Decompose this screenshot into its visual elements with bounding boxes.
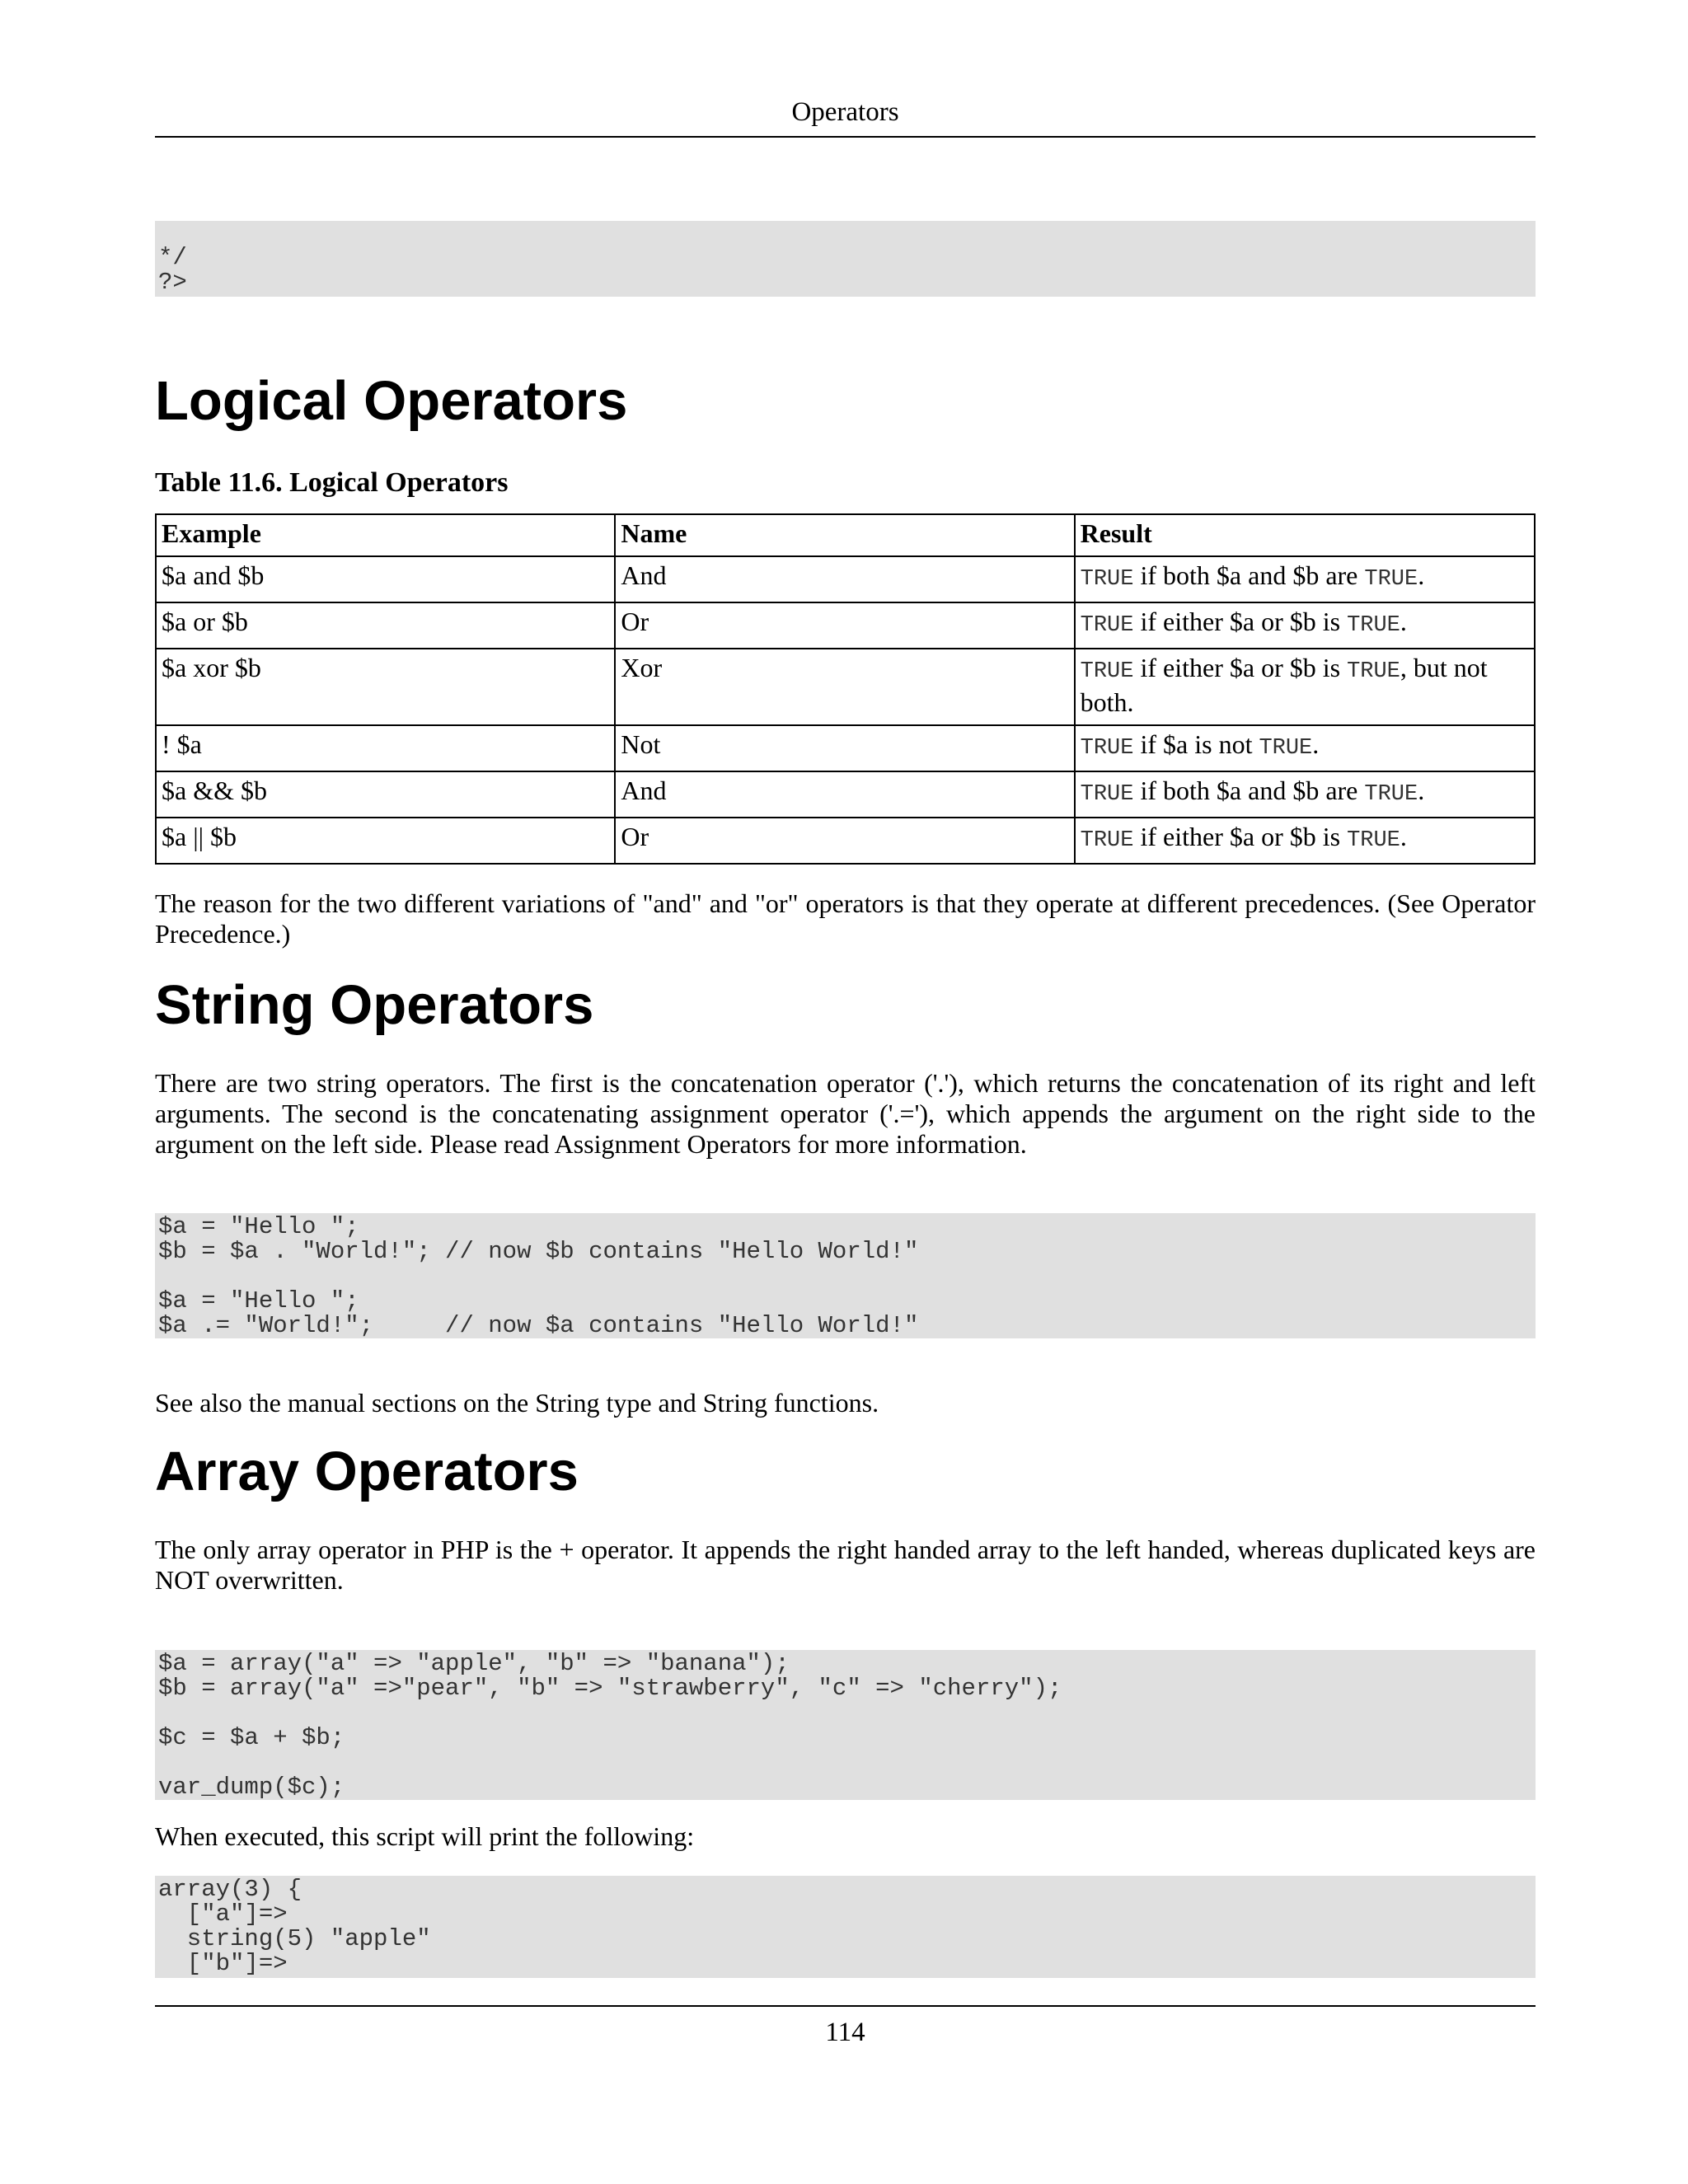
cell-result <box>1075 649 1535 725</box>
section-heading-array: Array Operators <box>155 1441 579 1502</box>
section-heading-logical: Logical Operators <box>155 370 628 432</box>
result-text: if both $a and $b are <box>1133 776 1365 805</box>
literal-true: TRUE <box>1347 828 1400 853</box>
code-block-top: */ ?> <box>155 221 1536 297</box>
array-intro: The only array operator in PHP is the + operator. It appends the right handed array to the left handed, whereas duplicated keys are NOT overwritten. <box>155 1535 1536 1595</box>
cell-name: And <box>615 771 1074 818</box>
literal-true: TRUE <box>1080 782 1134 807</box>
cell-result <box>1075 602 1535 649</box>
literal-true: TRUE <box>1347 659 1400 684</box>
precedence-note: The reason for the two different variations of "and" and "or" operators is that they operate at different precedences. (See Operator Precedence.) <box>155 888 1536 949</box>
string-intro: There are two string operators. The first is the concatenation operator ('.'), which returns the concatenation of its right and left arguments. The second is the concatenating assignment operator ('.='), which appends the argument on the right side to the argument on the left side. Please read Assignment Operators for more information. <box>155 1068 1536 1159</box>
column-header-example: Example <box>156 514 615 556</box>
cell-example: $a or $b <box>156 602 615 649</box>
cell-example: $a && $b <box>156 771 615 818</box>
literal-true: TRUE <box>1080 567 1134 592</box>
cell-name: Xor <box>615 649 1074 725</box>
array-output-intro: When executed, this script will print the following: <box>155 1821 695 1851</box>
table-row <box>156 818 1535 864</box>
table-row <box>156 556 1535 602</box>
column-header-name: Name <box>615 514 1074 556</box>
result-text: . <box>1312 729 1320 759</box>
code-block-array: $a = array("a" => "apple", "b" => "banana"); $b = array("a" =>"pear", "b" => "strawberry", "c" => "cherry"); $c = $a + $b; var_dump($c); <box>155 1650 1536 1800</box>
footer-rule <box>155 2005 1536 2007</box>
table-body <box>156 556 1535 864</box>
result-text: . <box>1418 776 1425 805</box>
cell-example: $a and $b <box>156 556 615 602</box>
result-text: . <box>1400 607 1407 636</box>
section-heading-string: String Operators <box>155 974 594 1036</box>
table-caption: Table 11.6. Logical Operators <box>155 467 509 498</box>
cell-result <box>1075 771 1535 818</box>
result-text: if either $a or $b is <box>1133 653 1348 682</box>
result-text: . <box>1418 560 1425 590</box>
cell-name: And <box>615 556 1074 602</box>
table-row <box>156 649 1535 725</box>
string-see-also: See also the manual sections on the String type and String functions. <box>155 1388 879 1418</box>
document-page <box>155 0 1536 2184</box>
literal-true: TRUE <box>1080 613 1134 638</box>
cell-name: Or <box>615 602 1074 649</box>
literal-true: TRUE <box>1364 782 1418 807</box>
cell-example: ! $a <box>156 725 615 771</box>
cell-result <box>1075 725 1535 771</box>
result-text: , but not both. <box>1080 653 1488 717</box>
cell-name: Or <box>615 818 1074 864</box>
page-number: 114 <box>825 2018 865 2047</box>
table-row <box>156 725 1535 771</box>
result-text: if both $a and $b are <box>1133 560 1365 590</box>
literal-true: TRUE <box>1364 567 1418 592</box>
logical-operators-table <box>155 513 1536 865</box>
result-text: if either $a or $b is <box>1133 607 1348 636</box>
cell-example: $a xor $b <box>156 649 615 725</box>
literal-true: TRUE <box>1347 613 1400 638</box>
code-block-output: array(3) { ["a"]=> string(5) "apple" ["b"]=> <box>155 1876 1536 1978</box>
cell-result <box>1075 556 1535 602</box>
code-block-string: $a = "Hello "; $b = $a . "World!"; // now $b contains "Hello World!" $a = "Hello "; $a .= "World!"; // now $a contains "Hello World!" <box>155 1213 1536 1338</box>
literal-true: TRUE <box>1080 736 1134 761</box>
literal-true: TRUE <box>1080 659 1134 684</box>
cell-result <box>1075 818 1535 864</box>
result-text: if $a is not <box>1133 729 1259 759</box>
column-header-result: Result <box>1075 514 1535 556</box>
cell-name: Not <box>615 725 1074 771</box>
table-header-row <box>156 514 1535 556</box>
result-text: if either $a or $b is <box>1133 822 1348 851</box>
header-rule <box>155 136 1536 138</box>
result-text: . <box>1400 822 1407 851</box>
table-row <box>156 602 1535 649</box>
cell-example: $a || $b <box>156 818 615 864</box>
running-header: Operators <box>791 97 899 127</box>
literal-true: TRUE <box>1259 736 1313 761</box>
table-row <box>156 771 1535 818</box>
literal-true: TRUE <box>1080 828 1134 853</box>
